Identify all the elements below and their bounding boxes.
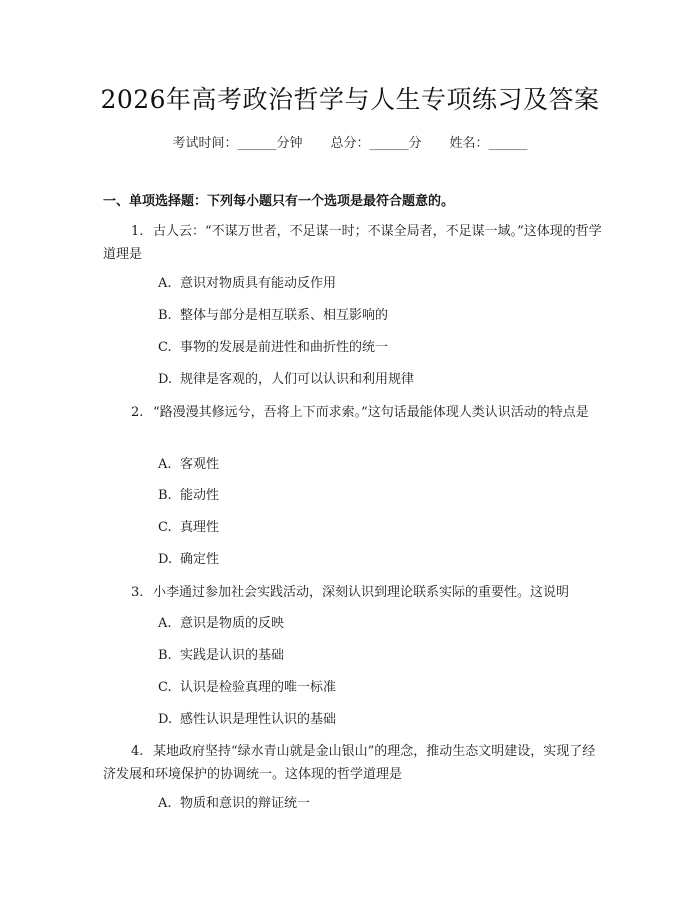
option-text: 物质和意识的辩证统一 bbox=[180, 796, 311, 811]
question-number: 1. bbox=[131, 224, 144, 239]
option-letter: A. bbox=[158, 276, 172, 291]
question-text: “路漫漫其修远兮，吾将上下而求索。”这句话最能体现人类认识活动的特点是 bbox=[153, 405, 589, 420]
exam-time: 考试时间：______分钟 bbox=[172, 136, 303, 151]
option-text: 意识对物质具有能动反作用 bbox=[180, 276, 337, 291]
option-1d bbox=[158, 370, 414, 390]
option-text: 整体与部分是相互联系、相互影响的 bbox=[180, 308, 389, 323]
option-letter: A. bbox=[158, 796, 172, 811]
option-text: 实践是认识的基础 bbox=[180, 648, 285, 663]
option-text: 确定性 bbox=[180, 552, 220, 567]
option-letter: A. bbox=[158, 616, 172, 631]
option-letter: A. bbox=[158, 457, 172, 472]
exam-meta bbox=[0, 132, 700, 151]
question-1 bbox=[103, 220, 603, 266]
option-letter: B. bbox=[158, 308, 172, 323]
exam-name: 姓名：______ bbox=[449, 136, 528, 151]
option-letter: C. bbox=[158, 340, 172, 355]
option-text: 真理性 bbox=[180, 520, 220, 535]
question-4 bbox=[103, 740, 603, 786]
option-letter: D. bbox=[158, 552, 173, 567]
option-1a bbox=[158, 274, 336, 294]
option-letter: B. bbox=[158, 488, 172, 503]
question-number: 3. bbox=[131, 585, 144, 600]
option-text: 事物的发展是前进性和曲折性的统一 bbox=[180, 340, 389, 355]
option-1c bbox=[158, 338, 388, 358]
question-2 bbox=[103, 401, 603, 424]
option-3b bbox=[158, 646, 284, 666]
question-number: 2. bbox=[131, 405, 144, 420]
option-text: 感性认识是理性认识的基础 bbox=[180, 712, 337, 727]
option-2b bbox=[158, 486, 219, 506]
option-1b bbox=[158, 306, 388, 326]
option-3a bbox=[158, 614, 284, 634]
exam-score: 总分：______分 bbox=[330, 136, 422, 151]
option-text: 认识是检验真理的唯一标准 bbox=[180, 680, 337, 695]
option-letter: C. bbox=[158, 680, 172, 695]
option-letter: D. bbox=[158, 712, 173, 727]
option-letter: C. bbox=[158, 520, 172, 535]
option-3c bbox=[158, 678, 336, 698]
page-title: 2026年高考政治哲学与人生专项练习及答案 bbox=[100, 85, 600, 114]
option-text: 规律是客观的，人们可以认识和利用规律 bbox=[180, 372, 415, 387]
option-letter: B. bbox=[158, 648, 172, 663]
option-2c bbox=[158, 518, 219, 538]
option-2d bbox=[158, 550, 219, 570]
option-text: 意识是物质的反映 bbox=[180, 616, 285, 631]
option-2a bbox=[158, 455, 219, 475]
option-text: 能动性 bbox=[180, 488, 220, 503]
question-number: 4. bbox=[131, 744, 144, 759]
question-text: 古人云：“不谋万世者，不足谋一时；不谋全局者，不足谋一域。”这体现的哲学道理是 bbox=[103, 224, 602, 262]
option-3d bbox=[158, 710, 336, 730]
question-text: 某地政府坚持“绿水青山就是金山银山”的理念，推动生态文明建设，实现了经济发展和环境保护的协调统一。这体现的哲学道理是 bbox=[103, 744, 596, 782]
option-letter: D. bbox=[158, 372, 173, 387]
section-heading: 一、单项选择题：下列每小题只有一个选项是最符合题意的。 bbox=[103, 194, 455, 209]
option-text: 客观性 bbox=[180, 457, 220, 472]
option-4a bbox=[158, 794, 310, 814]
question-3 bbox=[103, 581, 623, 604]
question-text: 小李通过参加社会实践活动，深刻认识到理论联系实际的重要性。这说明 bbox=[153, 585, 570, 600]
